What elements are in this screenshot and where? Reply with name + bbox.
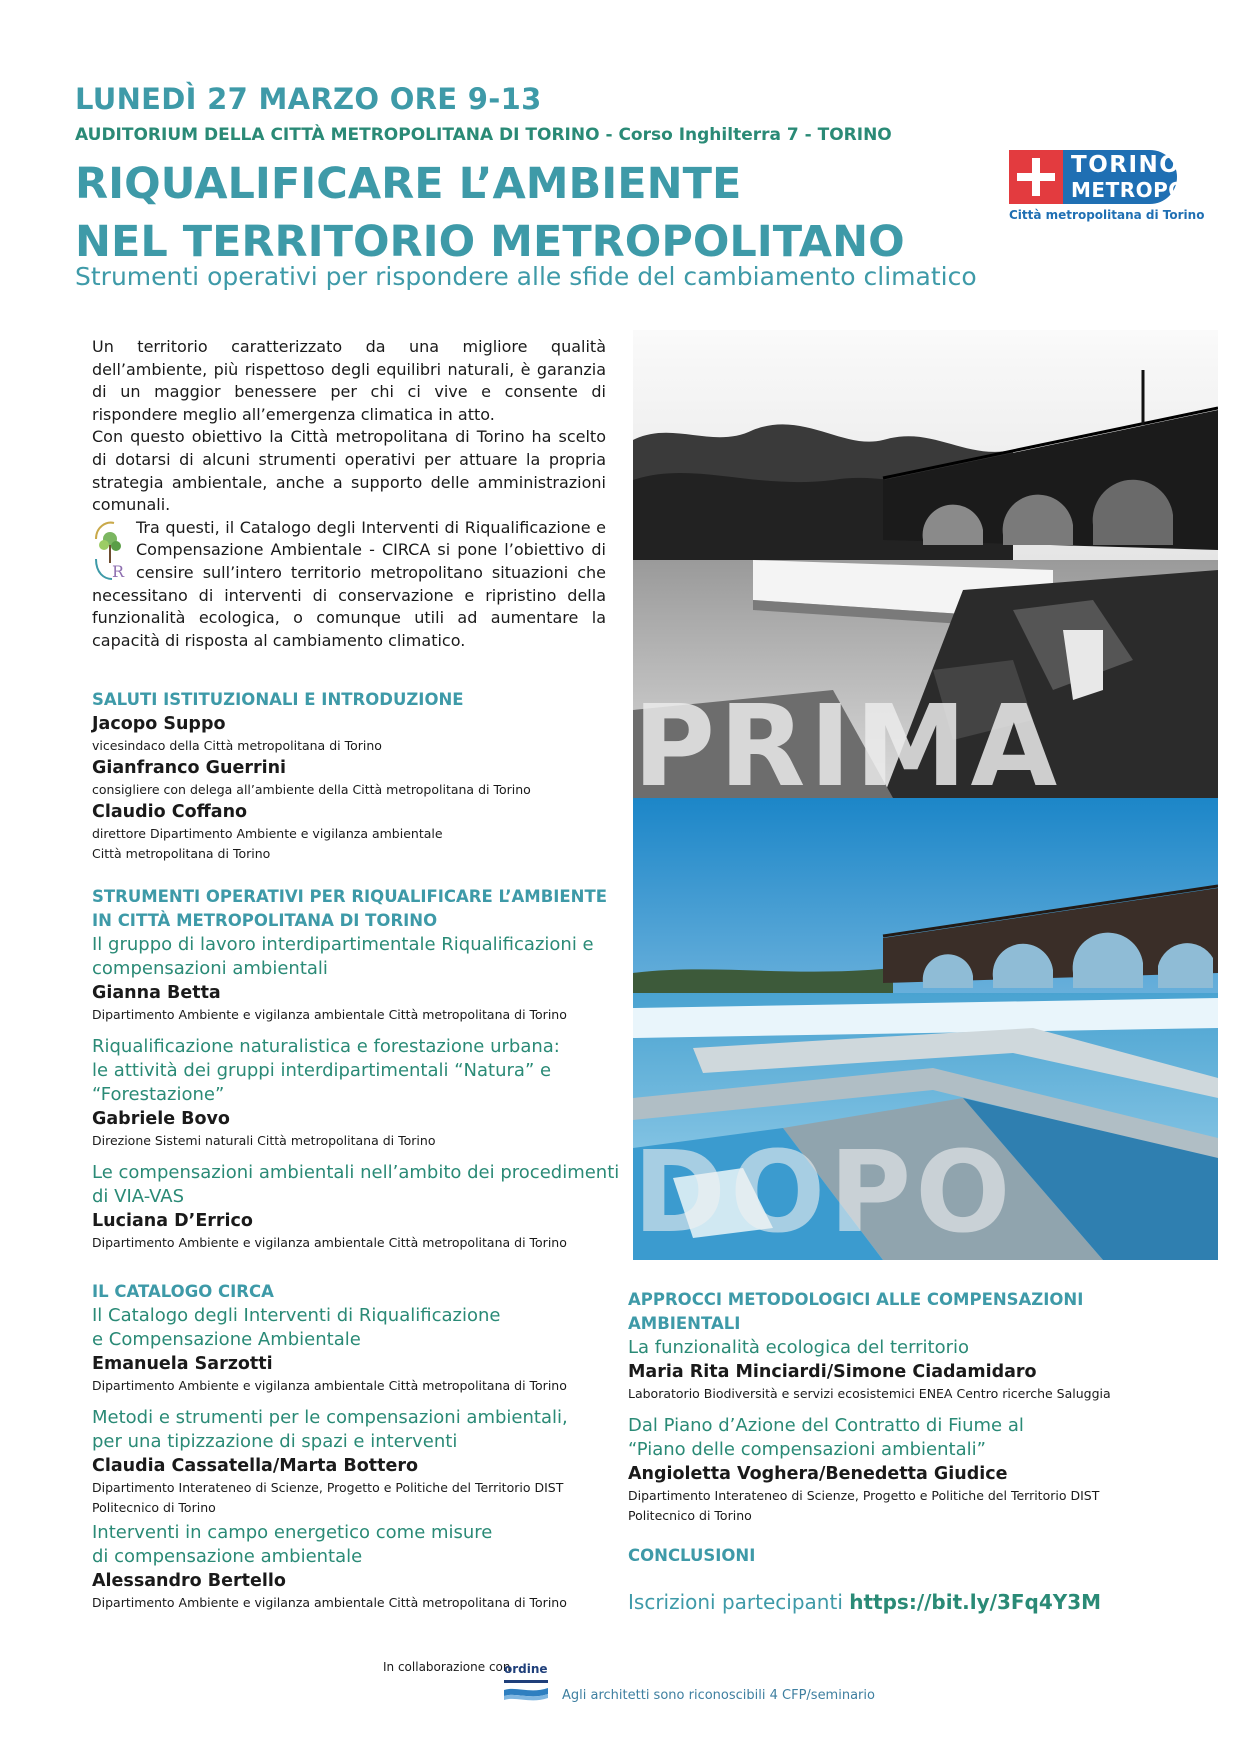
speaker-role: Dipartimento Ambiente e vigilanza ambientale Città metropolitana di Torino: [92, 1595, 567, 1610]
speaker-role: Dipartimento Ambiente e vigilanza ambientale Città metropolitana di Torino: [92, 1235, 567, 1250]
talk-title: di VIA-VAS: [92, 1186, 185, 1207]
talk-title: “Piano delle compensazioni ambientali”: [628, 1439, 986, 1460]
intro-paragraph-2: Con questo obiettivo la Città metropolitana di Torino ha scelto di dotarsi di alcuni strumenti operativi per attuare la propria strategia ambientale, anche a supporto delle amministrazioni comunali.: [92, 427, 606, 515]
cfp-note: Agli architetti sono riconoscibili 4 CFP/seminario: [562, 1688, 875, 1703]
speaker-name: Emanuela Sarzotti: [92, 1354, 273, 1374]
talk-title: Il gruppo di lavoro interdipartimentale Riqualificazioni e: [92, 934, 594, 955]
speaker-role: Dipartimento Ambiente e vigilanza ambientale Città metropolitana di Torino: [92, 1007, 567, 1022]
before-after-photos: [633, 330, 1218, 1260]
talk-title: Metodi e strumenti per le compensazioni ambientali,: [92, 1407, 568, 1428]
speaker-role: Direzione Sistemi naturali Città metropolitana di Torino: [92, 1133, 436, 1148]
registration: [628, 1590, 1208, 1614]
speaker-name: Maria Rita Minciardi/Simone Ciadamidaro: [628, 1362, 1037, 1382]
logo-line-1: TORINO: [1071, 152, 1181, 178]
speaker-name: Claudio Coffano: [92, 802, 248, 822]
speaker-name: Gabriele Bovo: [92, 1109, 230, 1129]
talk-title: Il Catalogo degli Interventi di Riqualificazione: [92, 1305, 501, 1326]
event-date: LUNEDÌ 27 MARZO ORE 9-13: [75, 82, 542, 116]
ordine-architetti-logo: [500, 1660, 552, 1702]
section-approcci: [628, 1288, 1208, 1614]
talk-title: Dal Piano d’Azione del Contratto di Fiume al: [628, 1415, 1024, 1436]
speaker-role: Politecnico di Torino: [628, 1508, 752, 1523]
talk-title: “Forestazione”: [92, 1084, 225, 1105]
speaker-role: consigliere con delega all’ambiente della Città metropolitana di Torino: [92, 782, 531, 797]
registration-link[interactable]: https://bit.ly/3Fq4Y3M: [849, 1590, 1102, 1614]
torino-metropoli-logo: [1009, 150, 1207, 226]
section-title: IN CITTÀ METROPOLITANA DI TORINO: [92, 911, 438, 930]
after-label: DOPO: [633, 1128, 1015, 1258]
intro-paragraph-1: Un territorio caratterizzato da una migliore qualità dell’ambiente, più rispettoso degli equilibri naturali, è garanzia di un maggior benessere per chi ci vive e consente di rispondere meglio all’emergenza climatica in atto.: [92, 337, 606, 424]
section-saluti: [92, 688, 632, 864]
logo-caption: Città metropolitana di Torino: [1009, 208, 1205, 222]
speaker-name: Jacopo Suppo: [92, 714, 226, 734]
speaker-role: Dipartimento Interateneo di Scienze, Progetto e Politiche del Territorio DIST: [628, 1488, 1100, 1503]
circa-logo-icon: [92, 519, 128, 581]
talk-title: Interventi in campo energetico come misure: [92, 1522, 493, 1543]
title-line-2: NEL TERRITORIO METROPOLITANO: [75, 217, 905, 267]
speaker-name: Gianna Betta: [92, 983, 221, 1003]
logo-flag-icon: [1009, 150, 1063, 204]
before-photo: [633, 330, 1218, 798]
speaker-role: direttore Dipartimento Ambiente e vigilanza ambientale: [92, 826, 443, 841]
talk-title: La funzionalità ecologica del territorio: [628, 1337, 970, 1358]
title-line-1: RIQUALIFICARE L’AMBIENTE: [75, 159, 742, 209]
talk-title: le attività dei gruppi interdipartimentali “Natura” e: [92, 1060, 552, 1081]
speaker-role: Dipartimento Interateneo di Scienze, Progetto e Politiche del Territorio DIST: [92, 1480, 564, 1495]
speaker-name: Alessandro Bertello: [92, 1571, 286, 1591]
talk-title: Le compensazioni ambientali nell’ambito dei procedimenti: [92, 1162, 620, 1183]
section-title-conclusioni: CONCLUSIONI: [628, 1546, 756, 1565]
section-title: AMBIENTALI: [628, 1314, 741, 1333]
collaboration-text: In collaborazione con: [383, 1660, 511, 1674]
venue-name: AUDITORIUM DELLA CITTÀ METROPOLITANA DI TORINO: [75, 125, 600, 145]
speaker-name: Claudia Cassatella/Marta Bottero: [92, 1456, 418, 1476]
before-label: PRIMA: [633, 682, 1062, 798]
talk-title: Riqualificazione naturalistica e forestazione urbana:: [92, 1036, 560, 1057]
intro-paragraph-3: Tra questi, il Catalogo degli Interventi di Riqualificazione e Compensazione Ambientale - CIRCA si pone l’obiettivo di censire sull’intero territorio metropolitano situazioni che necessitano di interventi di conservazione e ripristino della funzionalità ecologica, o comunque utili ad aumentare la capacità di risposta al cambiamento climatico.: [92, 517, 606, 650]
page-subtitle: Strumenti operativi per rispondere alle sfide del cambiamento climatico: [75, 262, 977, 291]
section-strumenti: [92, 885, 632, 1253]
talk-title: e Compensazione Ambientale: [92, 1329, 361, 1350]
after-photo: [633, 798, 1218, 1260]
speaker-name: Luciana D’Errico: [92, 1211, 253, 1231]
speaker-role: vicesindaco della Città metropolitana di Torino: [92, 738, 382, 753]
section-title: APPROCCI METODOLOGICI ALLE COMPENSAZIONI: [628, 1290, 1084, 1309]
svg-text:R: R: [112, 561, 125, 581]
intro-text: [92, 336, 606, 652]
talk-title: compensazioni ambientali: [92, 958, 328, 979]
speaker-role: Laboratorio Biodiversità e servizi ecosistemici ENEA Centro ricerche Saluggia: [628, 1386, 1111, 1401]
ordine-logo-text: ordine: [504, 1662, 548, 1676]
page-title: [75, 155, 905, 271]
speaker-role: Politecnico di Torino: [92, 1500, 216, 1515]
section-title: IL CATALOGO CIRCA: [92, 1282, 274, 1301]
speaker-role: Dipartimento Ambiente e vigilanza ambientale Città metropolitana di Torino: [92, 1378, 567, 1393]
speaker-name: Angioletta Voghera/Benedetta Giudice: [628, 1464, 1008, 1484]
section-catalogo: [92, 1280, 632, 1613]
event-venue: [75, 125, 892, 145]
speaker-role: Città metropolitana di Torino: [92, 846, 271, 861]
registration-label: Iscrizioni partecipanti: [628, 1590, 850, 1614]
logo-line-2: METROPOLI: [1071, 178, 1207, 202]
section-title: SALUTI ISTITUZIONALI E INTRODUZIONE: [92, 690, 464, 709]
section-title: STRUMENTI OPERATIVI PER RIQUALIFICARE L’AMBIENTE: [92, 887, 608, 906]
speaker-name: Gianfranco Guerrini: [92, 758, 287, 778]
talk-title: per una tipizzazione di spazi e interventi: [92, 1431, 458, 1452]
venue-address: - Corso Inghilterra 7 - TORINO: [599, 125, 892, 145]
talk-title: di compensazione ambientale: [92, 1546, 363, 1567]
